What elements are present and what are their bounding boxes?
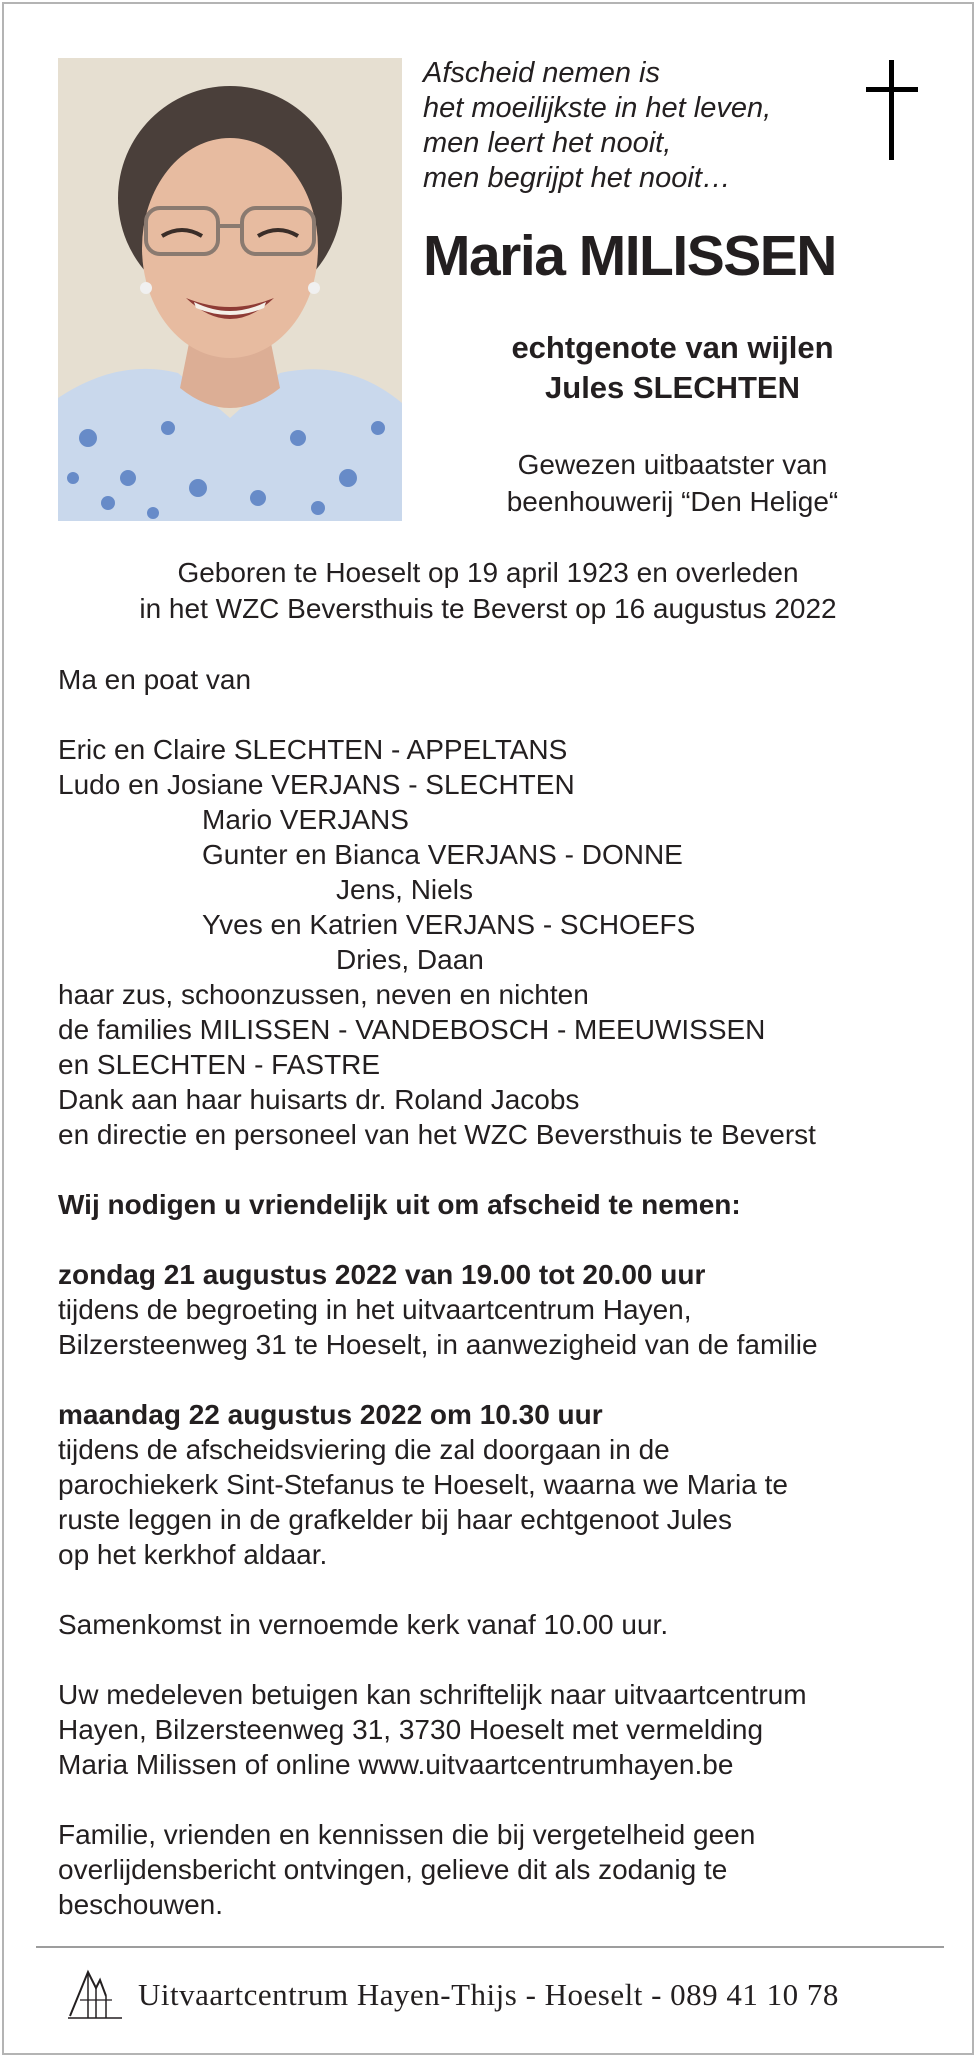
- gathering-text: Samenkomst in vernoemde kerk vanaf 10.00 uur.: [58, 1609, 669, 1640]
- spouse-line: Jules SLECHTEN: [545, 370, 800, 405]
- family-line: Yves en Katrien VERJANS - SCHOEFS: [202, 909, 696, 940]
- event-title: zondag 21 augustus 2022 van 19.00 tot 20.00 uur: [58, 1259, 706, 1290]
- event-line: tijdens de afscheidsviering die zal doorgaan in de: [58, 1434, 670, 1465]
- family-line: Ludo en Josiane VERJANS - SLECHTEN: [58, 769, 575, 800]
- family-line: Dank aan haar huisarts dr. Roland Jacobs: [58, 1084, 580, 1115]
- event-line: tijdens de begroeting in het uitvaartcentrum Hayen,: [58, 1294, 692, 1325]
- notice-body: [58, 662, 938, 1922]
- family-line: Dries, Daan: [336, 944, 484, 975]
- funeral-home-footer: Uitvaartcentrum Hayen-Thijs - Hoeselt - 089 41 10 78: [138, 1977, 839, 2012]
- family-line: haar zus, schoonzussen, neven en nichten: [58, 979, 589, 1010]
- family-line: Gunter en Bianca VERJANS - DONNE: [202, 839, 683, 870]
- spouse-line: echtgenote van wijlen: [511, 330, 834, 365]
- born-line: in het WZC Beversthuis te Beverst op 16 augustus 2022: [139, 593, 837, 624]
- cross-icon: [862, 60, 922, 160]
- spouse-info: [425, 328, 920, 408]
- event-line: op het kerkhof aldaar.: [58, 1539, 328, 1570]
- family-line: de families MILISSEN - VANDEBOSCH - MEEUWISSEN: [58, 1014, 766, 1045]
- notice-line: Familie, vrienden en kennissen die bij vergetelheid geen: [58, 1819, 756, 1850]
- invitation-heading: Wij nodigen u vriendelijk uit om afscheid te nemen:: [58, 1189, 741, 1220]
- occupation-info: [425, 446, 920, 520]
- quote-line: Afscheid nemen is: [423, 57, 660, 89]
- birth-death-info: [58, 555, 918, 627]
- quote-line: het moeilijkste in het leven,: [423, 92, 772, 124]
- family-line: Eric en Claire SLECHTEN - APPELTANS: [58, 734, 568, 765]
- condolence-line: Uw medeleven betuigen kan schriftelijk naar uitvaartcentrum: [58, 1679, 807, 1710]
- event-line: parochiekerk Sint-Stefanus te Hoeselt, waarna we Maria te: [58, 1469, 788, 1500]
- funeral-home-logo-icon: [66, 1966, 126, 2022]
- occupation-line: beenhouwerij “Den Helige“: [506, 486, 839, 517]
- family-line: Mario VERJANS: [202, 804, 409, 835]
- portrait-photo: [58, 58, 402, 521]
- footer-divider: [36, 1946, 944, 1948]
- notice-line: beschouwen.: [58, 1889, 224, 1920]
- quote-line: men begrijpt het nooit…: [423, 162, 731, 194]
- deceased-name: Maria MILISSEN: [423, 224, 836, 288]
- born-line: Geboren te Hoeselt op 19 april 1923 en overleden: [177, 557, 799, 588]
- event-line: ruste leggen in de grafkelder bij haar echtgenoot Jules: [58, 1504, 732, 1535]
- family-intro: Ma en poat van: [58, 664, 252, 695]
- family-line: en SLECHTEN - FASTRE: [58, 1049, 381, 1080]
- quote-line: men leert het nooit,: [423, 127, 672, 159]
- condolence-line: Hayen, Bilzersteenweg 31, 3730 Hoeselt met vermelding: [58, 1714, 764, 1745]
- event-line: Bilzersteenweg 31 te Hoeselt, in aanwezigheid van de familie: [58, 1329, 818, 1360]
- notice-line: overlijdensbericht ontvingen, gelieve dit als zodanig te: [58, 1854, 728, 1885]
- condolence-line: Maria Milissen of online www.uitvaartcentrumhayen.be: [58, 1749, 734, 1780]
- event-title: maandag 22 augustus 2022 om 10.30 uur: [58, 1399, 603, 1430]
- family-line: Jens, Niels: [336, 874, 473, 905]
- farewell-quote: [423, 56, 823, 196]
- occupation-line: Gewezen uitbaatster van: [517, 449, 828, 480]
- family-line: en directie en personeel van het WZC Beversthuis te Beverst: [58, 1119, 816, 1150]
